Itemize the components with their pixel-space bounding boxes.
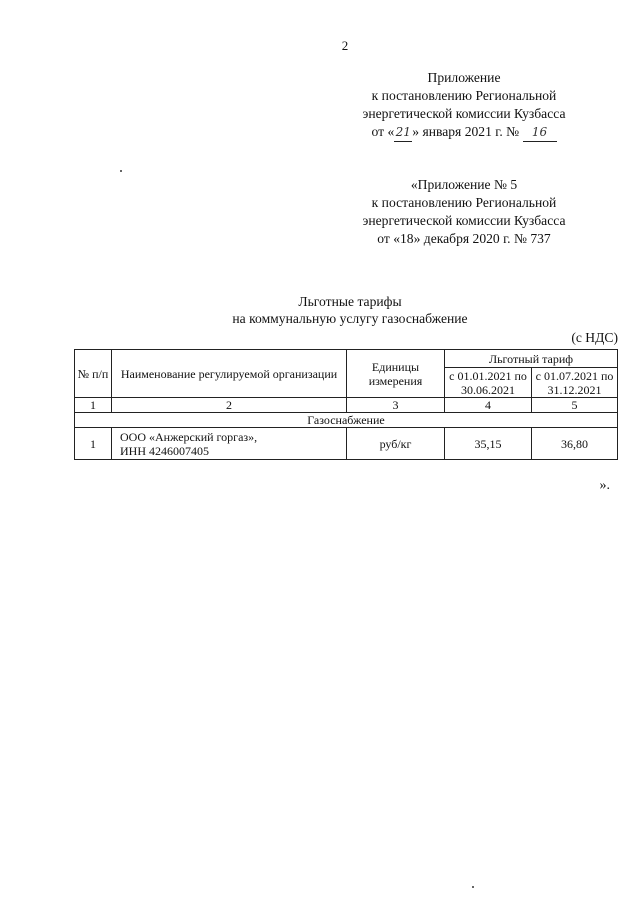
- row-tariff-period-1: 35,15: [445, 428, 532, 460]
- column-number: 1: [75, 398, 112, 413]
- org-name-line: ООО «Анжерский горгаз»,: [120, 429, 258, 444]
- appendix-header-current: [334, 69, 594, 142]
- handwritten-number: 16: [523, 123, 557, 142]
- appendix-date-line: от «18» декабря 2020 г. № 737: [377, 231, 551, 246]
- handwritten-day: 21: [394, 123, 412, 142]
- column-number: 3: [347, 398, 445, 413]
- column-number: 5: [532, 398, 618, 413]
- appendix-line: энергетической комиссии Кузбасса: [362, 213, 566, 228]
- appendix-title: «Приложение № 5: [410, 177, 518, 192]
- header-period-2: с 01.07.2021 по 31.12.2021: [532, 368, 618, 398]
- column-numbers-row: [75, 398, 618, 413]
- table-row: [75, 428, 618, 460]
- tariff-table: [74, 349, 618, 460]
- closing-quote-mark: ».: [599, 478, 610, 493]
- appendix-date-line: [334, 123, 594, 142]
- header-num: № п/п: [75, 350, 112, 398]
- row-num: 1: [75, 428, 112, 460]
- appendix-line: энергетической комиссии Кузбасса: [362, 106, 566, 121]
- appendix-header-previous: [334, 176, 594, 248]
- vat-note: (с НДС): [571, 330, 618, 345]
- section-title: Газоснабжение: [75, 413, 618, 428]
- row-tariff-period-2: 36,80: [532, 428, 618, 460]
- page-number: 2: [341, 38, 349, 53]
- org-inn-line: ИНН 4246007405: [120, 443, 209, 458]
- date-prefix: от «: [371, 124, 395, 139]
- appendix-title: Приложение: [427, 70, 501, 85]
- header-units: Единицы измерения: [347, 350, 445, 398]
- scan-speck: [120, 170, 122, 172]
- column-number: 4: [445, 398, 532, 413]
- appendix-line: к постановлению Региональной: [371, 195, 557, 210]
- header-period-1: с 01.01.2021 по 30.06.2021: [445, 368, 532, 398]
- header-tariff-group: Льготный тариф: [445, 350, 618, 368]
- title-line: Льготные тарифы: [298, 294, 402, 309]
- title-line: на коммунальную услугу газоснабжение: [232, 311, 468, 326]
- document-title: [0, 293, 640, 327]
- date-middle: » января 2021 г. №: [412, 124, 520, 139]
- appendix-line: к постановлению Региональной: [371, 88, 557, 103]
- scan-speck: [472, 886, 474, 888]
- header-org-name: Наименование регулируемой организации: [112, 350, 347, 398]
- row-units: руб/кг: [347, 428, 445, 460]
- row-org-name: [112, 428, 347, 460]
- column-number: 2: [112, 398, 347, 413]
